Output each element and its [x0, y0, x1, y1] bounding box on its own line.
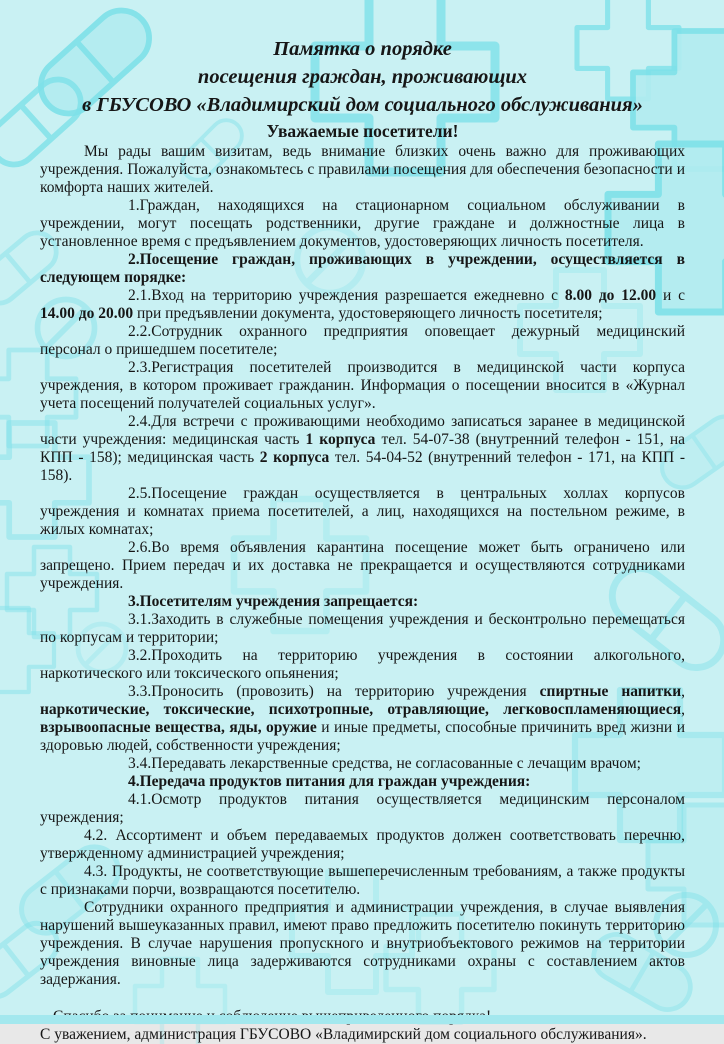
list-marker: 3.4. — [128, 755, 152, 772]
greeting-heading: Уважаемые посетители! — [266, 121, 459, 141]
paragraph — [40, 683, 685, 755]
text-segment: тел. 54-04-52 (внутренний телефон - 171, на КПП - 158). — [40, 449, 685, 484]
paragraph — [40, 899, 685, 989]
title-line-1: Памятка о порядке — [273, 38, 452, 60]
text-segment: Граждан, находящихся на стационарном социальном обслуживании в учреждении, могут посещать родственники, другие граждане и должностные лица в установленное время с предъявлением документов, удостоверяющих личность посетителя. — [40, 197, 685, 250]
list-marker: 1. — [128, 197, 140, 214]
text-segment: Во время объявления карантина посещение может быть ограничено или запрещено. Прием передач и их доставка не прекращается и осуществляются сотрудниками учреждения. — [40, 539, 685, 592]
text-segment: Сотрудники охранного предприятия и администрации учреждения, в случае выявления нарушений вышеуказанных правил, имеют право предложить посетителю покинуть территорию учреждения. В случае нарушения пропускного и внутриобъектового режимов на территории учреждения виновные лица задерживаются сотрудниками охраны с составлением актов задержания. — [40, 899, 685, 988]
text-segment: , — [681, 701, 685, 718]
list-marker: 2.3. — [128, 359, 152, 376]
title-line-3: в ГБУСОВО «Владимирский дом социального обслуживания» — [82, 94, 643, 116]
list-marker: 2. — [128, 251, 140, 268]
paragraph — [40, 647, 685, 683]
document-body — [40, 143, 685, 989]
text-segment: при предъявлении документа, удостоверяющего личность посетителя; — [133, 305, 603, 322]
list-marker: 4.1. — [128, 791, 152, 808]
paragraph — [40, 611, 685, 647]
paragraph — [40, 593, 685, 611]
text-segment: Продукты, не соответствующие вышеперечисленным требованиям, а также продукты с признаками порчи, возвращаются посетителю. — [40, 863, 686, 898]
title-line-2: посещения граждан, проживающих — [197, 66, 528, 88]
bold-text-segment: 14.00 до 20.00 — [40, 305, 134, 322]
list-marker: 4.3. — [84, 863, 108, 880]
bold-text-segment: наркотические, токсические, психотропные, отравляющие, легковоспламеняющиеся — [40, 701, 682, 718]
closing-block — [40, 1008, 685, 1044]
bold-text-segment: Передача продуктов питания для граждан учреждения: — [139, 773, 531, 790]
list-marker: 3.1. — [128, 611, 152, 628]
text-segment: Ассортимент и объем передаваемых продуктов должен соответствовать перечню, утвержденному администрацией учреждения; — [40, 827, 686, 862]
paragraph — [40, 359, 685, 413]
paragraph — [40, 197, 685, 251]
list-marker: 4.2. — [84, 827, 108, 844]
paragraph — [40, 323, 685, 359]
text-segment: Проходить на территорию учреждения в состоянии алкогольного, наркотического или токсического опьянения; — [40, 647, 685, 682]
list-marker: 3. — [128, 593, 140, 610]
list-marker: 2.4. — [128, 413, 152, 430]
text-segment: , — [681, 683, 686, 700]
bold-text-segment: Посетителям учреждения запрещается: — [139, 593, 419, 610]
text-segment: Вход на территорию учреждения разрешается ежедневно с — [151, 287, 565, 304]
list-marker: 3.2. — [128, 647, 152, 664]
text-segment: Сотрудник охранного предприятия оповещает дежурный медицинский персонал о пришедшем посетителе; — [40, 323, 685, 358]
text-segment: Передавать лекарственные средства, не согласованные с лечащим врачом; — [151, 755, 641, 772]
bold-text-segment: спиртные напитки — [539, 683, 682, 700]
paragraph — [40, 251, 685, 287]
paragraph — [40, 827, 685, 863]
bold-text-segment: 8.00 до 12.00 — [564, 287, 657, 304]
list-marker: 3.3. — [128, 683, 152, 700]
paragraph — [40, 413, 685, 485]
paragraph — [40, 485, 685, 539]
paragraph — [40, 791, 685, 827]
paragraph — [40, 539, 685, 593]
list-marker: 2.1. — [128, 287, 152, 304]
text-segment: и иные предметы, способные причинить вред жизни и здоровью людей, собственности учреждения; — [40, 719, 685, 754]
list-marker: 4. — [128, 773, 140, 790]
paragraph — [40, 755, 685, 773]
bold-text-segment: 1 корпуса — [305, 431, 376, 448]
bold-text-segment: 2 корпуса — [259, 449, 330, 466]
paragraph — [40, 287, 685, 323]
text-segment: Проносить (провозить) на территорию учреждения — [151, 683, 540, 700]
list-marker: 2.6. — [128, 539, 152, 556]
text-segment: Регистрация посетителей производится в медицинской части корпуса учреждения, в котором проживает гражданин. Информация о посещении вносится в «Журнал учета посещений получателей социальных услуг». — [40, 359, 685, 412]
paragraph — [40, 773, 685, 791]
closing-signature: С уважением, администрация ГБУСОВО «Владимирский дом социального обслуживания». — [40, 1026, 647, 1043]
text-segment: Мы рады вашим визитам, ведь внимание близких очень важно для проживающих учреждения. Пожалуйста, ознакомьтесь с правилами посещения для обеспечения безопасности и комфорта наших жителей. — [40, 143, 685, 196]
text-segment: и с — [656, 287, 685, 304]
text-segment: Посещение граждан осуществляется в центральных холлах корпусов учреждения и комнатах приема посетителей, а лиц, находящихся на постельном режиме, в жилых комнатах; — [40, 485, 685, 538]
text-segment: Заходить в служебные помещения учреждения и бесконтрольно перемещаться по корпусам и территории; — [40, 611, 685, 646]
list-marker: 2.5. — [128, 485, 152, 502]
text-segment: Осмотр продуктов питания осуществляется медицинским персоналом учреждения; — [40, 791, 685, 826]
text-segment: тел. 54-07-38 (внутренний телефон - 151, на КПП - 158); медицинская часть — [40, 431, 686, 466]
text-segment: Для встречи с проживающими необходимо записаться заранее в медицинской части учреждения: медицинская часть — [40, 413, 685, 448]
paragraph — [40, 143, 685, 197]
bold-text-segment: взрывоопасные вещества, яды, оружие — [40, 719, 317, 736]
document-title — [40, 35, 685, 119]
list-marker: 2.2. — [128, 323, 152, 340]
bold-text-segment: Посещение граждан, проживающих в учреждении, осуществляется в следующем порядке: — [40, 251, 685, 286]
paragraph — [40, 863, 685, 899]
page-bottom-strip — [0, 1015, 724, 1024]
